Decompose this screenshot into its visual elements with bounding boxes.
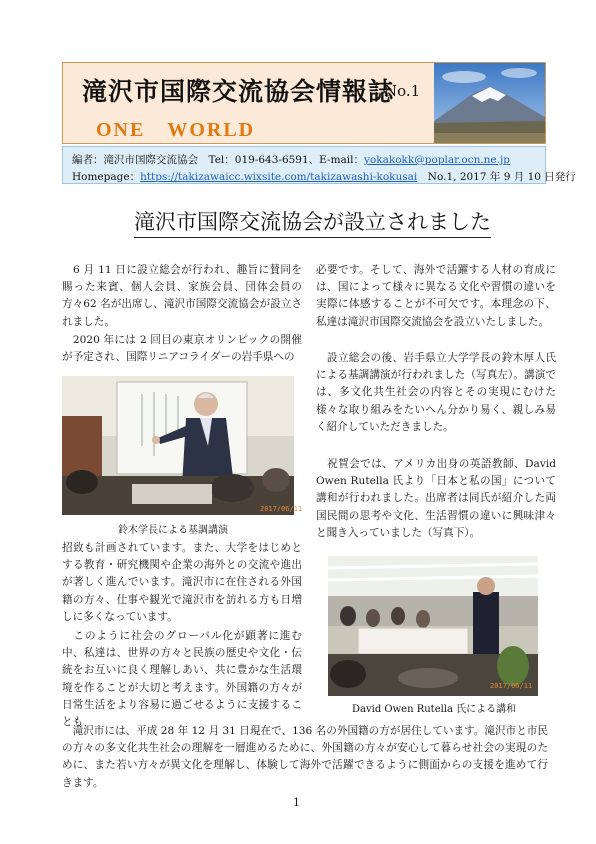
left-paragraph-1: 6 月 11 日に設立総会が行われ、趣旨に賛同を賜った来賓、個人会員、家族会員、団体会員の方々62 名が出席し、滝沢市国際交流協会が設立されました。	[62, 264, 302, 328]
left-paragraph-2: 2020 年には 2 回目の東京オリンピックの開催が予定され、国際リニアコライダーの岩手県への	[62, 334, 302, 364]
left-paragraph-4: このように社会のグローバル化が顕著に進む中、私達は、世界の方々と民族の歴史や文化・伝統をお互いに良く理解しあい、共に豊かな生活環境を作ることが大切と考えます。外国籍の方々が日常生活をより容易に過ごせるように支援することも	[62, 630, 302, 729]
contact-line: 編者：滝沢市国際交流協会 Tel：019-643-6591、E-mail：yokakokk@poplar.ocn.ne.jp	[72, 154, 510, 166]
email-link[interactable]: yokakokk@poplar.ocn.ne.jp	[364, 154, 510, 166]
homepage-link[interactable]: https://takizawaicc.wixsite.com/takizawashi-kokusai	[140, 171, 418, 183]
page-number: 1	[293, 796, 300, 809]
mountain-photo	[434, 63, 545, 143]
homepage-line: Homepage：https://takizawaicc.wixsite.com/takizawashi-kokusai No.1, 2017 年 9 月 10 日発行	[72, 171, 576, 183]
bottom-paragraph: 滝沢市には、平成 28 年 12 月 31 日現在で、136 名の外国籍の方が居住しています。滝沢市と市民の方々の多文化共生社会の理解を一層進めるために、外国籍の方々が安心して暮らせ社会の実現のために、また若い方々が異文化を理解し、体験して海外で活躍できるように側面からの支援を進めて行きます。	[62, 725, 548, 789]
reception-photo-timestamp: 2017/06/11	[490, 682, 533, 690]
newsletter-subtitle: ONE WORLD	[96, 119, 256, 141]
right-paragraph-2: 設立総会の後、岩手県立大学学長の鈴木厚人氏による基調講演が行われました（写真左）。講演では、多文化共生社会の内容とその実現にむけた様々な取り組みをたいへん分かり易く、親しみ易く紹介していただきました。	[316, 352, 556, 433]
photo-timestamp: 2017/06/11	[260, 505, 303, 513]
lecture-photo-caption: 鈴木学長による基調講演	[118, 525, 228, 536]
reception-photo-caption: David Owen Rutella 氏による講和	[352, 704, 517, 715]
right-paragraph-1: 必要です。そして、海外で活躍する人材の育成には、国によって様々に異なる文化や習慣の違いを実際に体感することが不可欠です。本理念の下、私達は滝沢市国際交流協会を設立いたしました。	[316, 264, 556, 328]
newsletter-title: 滝沢市国際交流協会情報誌	[82, 77, 395, 106]
left-paragraph-3: 招致も計画されています。また、大学をはじめとする教育・研究機関や企業の海外との交流や進出が著しく進んでいます。滝沢市に在住される外国籍の方々、仕事や観光で滝沢市を訪れる方も日増しに多くなっています。	[62, 542, 302, 623]
lecture-photo	[62, 376, 294, 515]
issue-number: No.1	[384, 82, 421, 100]
reception-photo	[328, 556, 538, 696]
right-paragraph-3: 祝賀会では、アメリカ出身の英語教師、David Owen Rutella 氏より「日本と私の国」について講和が行われました。出席者は同氏が紹介した両国民間の思考や文化、生活習慣の違いに興味津々と聞き入っていました（写真下）。	[316, 458, 556, 539]
article-headline: 滝沢市国際交流協会が設立されました	[134, 206, 491, 238]
